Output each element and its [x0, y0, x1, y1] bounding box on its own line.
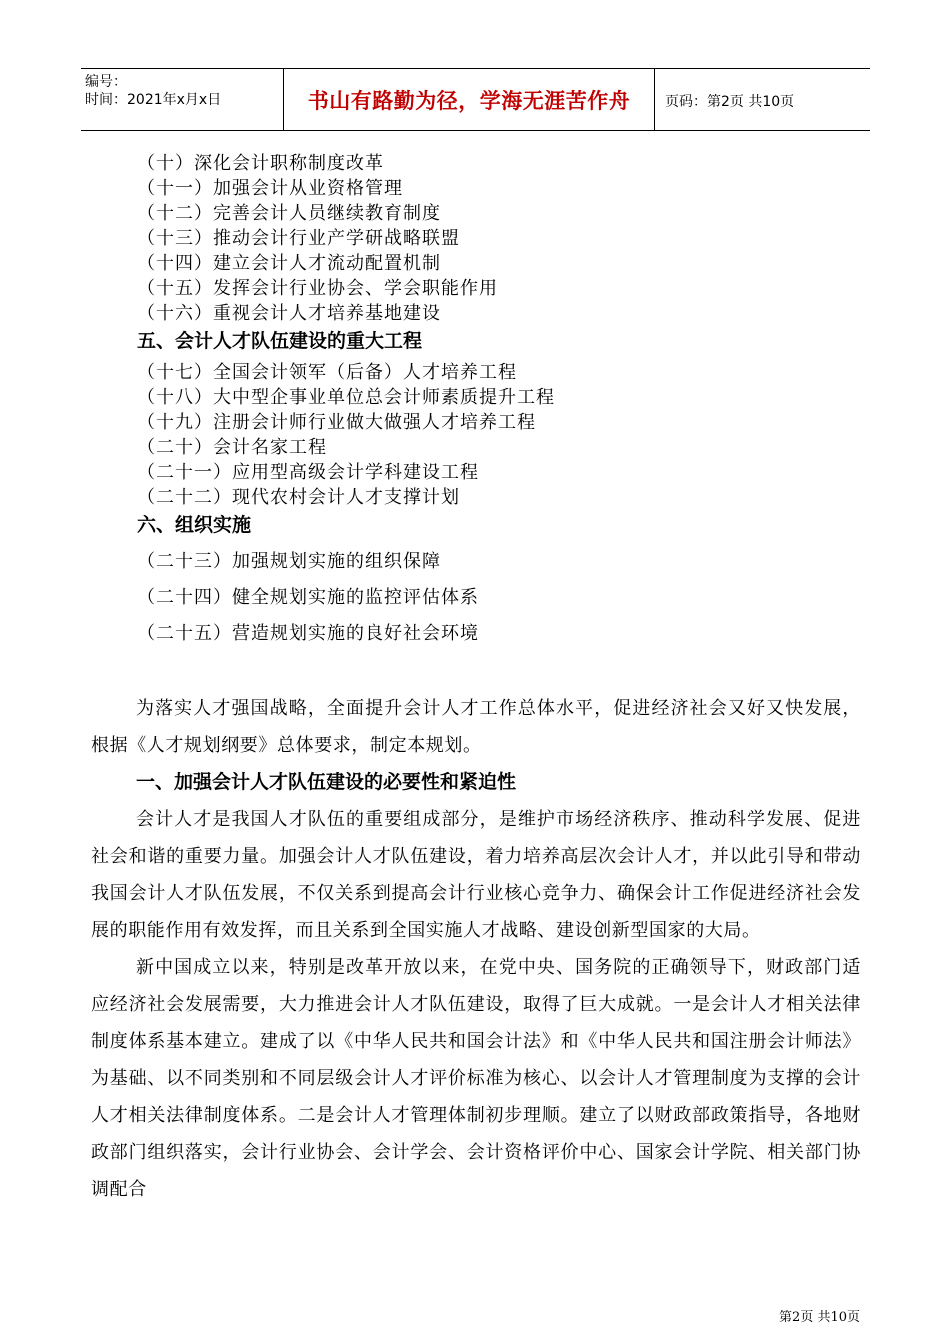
- toc-item: （二十二）现代农村会计人才支撑计划: [137, 487, 460, 508]
- date-label: 时间：2021年x月x日: [85, 92, 222, 108]
- toc-item: （二十一）应用型高级会计学科建设工程: [137, 462, 479, 483]
- toc-section-heading: 六、组织实施: [137, 514, 252, 536]
- body-paragraph: 会计人才是我国人才队伍的重要组成部分，是维护市场经济秩序、推动科学发展、促进社会和谐的重要力量。加强会计人才队伍建设，着力培养高层次会计人才，并以此引导和带动我国会计人才队伍发展，不仅关系到提高会计行业核心竞争力、确保会计工作促进经济社会发展的职能作用有效发挥，而且关系到全国实施人才战略、建设创新型国家的大局。: [91, 809, 861, 941]
- toc-item: （二十三）加强规划实施的组织保障: [137, 551, 441, 572]
- page-header: [81, 68, 870, 131]
- header-meta: [85, 73, 221, 109]
- toc-item: （十五）发挥会计行业协会、学会职能作用: [137, 278, 498, 299]
- toc-item: （十）深化会计职称制度改革: [137, 153, 384, 174]
- intro-paragraph: 为落实人才强国战略，全面提升会计人才工作总体水平，促进经济社会又好又快发展，根据《人才规划纲要》总体要求，制定本规划。: [91, 698, 861, 756]
- toc-item: （十四）建立会计人才流动配置机制: [137, 253, 441, 274]
- toc-item: （十七）全国会计领军（后备）人才培养工程: [137, 362, 517, 383]
- header-page-label: 页码：第2页 共10页: [665, 94, 795, 110]
- body-paragraph: 新中国成立以来，特别是改革开放以来，在党中央、国务院的正确领导下，财政部门适应经济社会发展需要，大力推进会计人才队伍建设，取得了巨大成就。一是会计人才相关法律制度体系基本建立。建成了以《中华人民共和国会计法》和《中华人民共和国注册会计师法》为基础、以不同类别和不同层级会计人才评价标准为核心、以会计人才管理制度为支撑的会计人才相关法律制度体系。二是会计人才管理体制初步理顺。建立了以财政部政策指导，各地财政部门组织落实，会计行业协会、会计学会、会计资格评价中心、国家会计学院、相关部门协调配合: [91, 957, 861, 1200]
- toc-item: （二十四）健全规划实施的监控评估体系: [137, 587, 479, 608]
- document-body: [91, 690, 861, 1208]
- toc-item: （二十）会计名家工程: [137, 437, 327, 458]
- table-of-contents: [137, 151, 555, 652]
- number-label: 编号：: [85, 74, 127, 90]
- header-divider: [654, 69, 655, 130]
- toc-item: （十三）推动会计行业产学研战略联盟: [137, 228, 460, 249]
- page-footer: 第2页 共10页: [779, 1310, 860, 1325]
- header-motto: 书山有路勤为径，学海无涯苦作舟: [307, 89, 631, 113]
- toc-item: （二十五）营造规划实施的良好社会环境: [137, 623, 479, 644]
- section-heading: 一、加强会计人才队伍建设的必要性和紧迫性: [136, 771, 517, 793]
- toc-item: （十二）完善会计人员继续教育制度: [137, 203, 441, 224]
- toc-item: （十九）注册会计师行业做大做强人才培养工程: [137, 412, 536, 433]
- toc-section-heading: 五、会计人才队伍建设的重大工程: [137, 330, 423, 352]
- toc-item: （十八）大中型企事业单位总会计师素质提升工程: [137, 387, 555, 408]
- toc-item: （十一）加强会计从业资格管理: [137, 178, 403, 199]
- toc-item: （十六）重视会计人才培养基地建设: [137, 303, 441, 324]
